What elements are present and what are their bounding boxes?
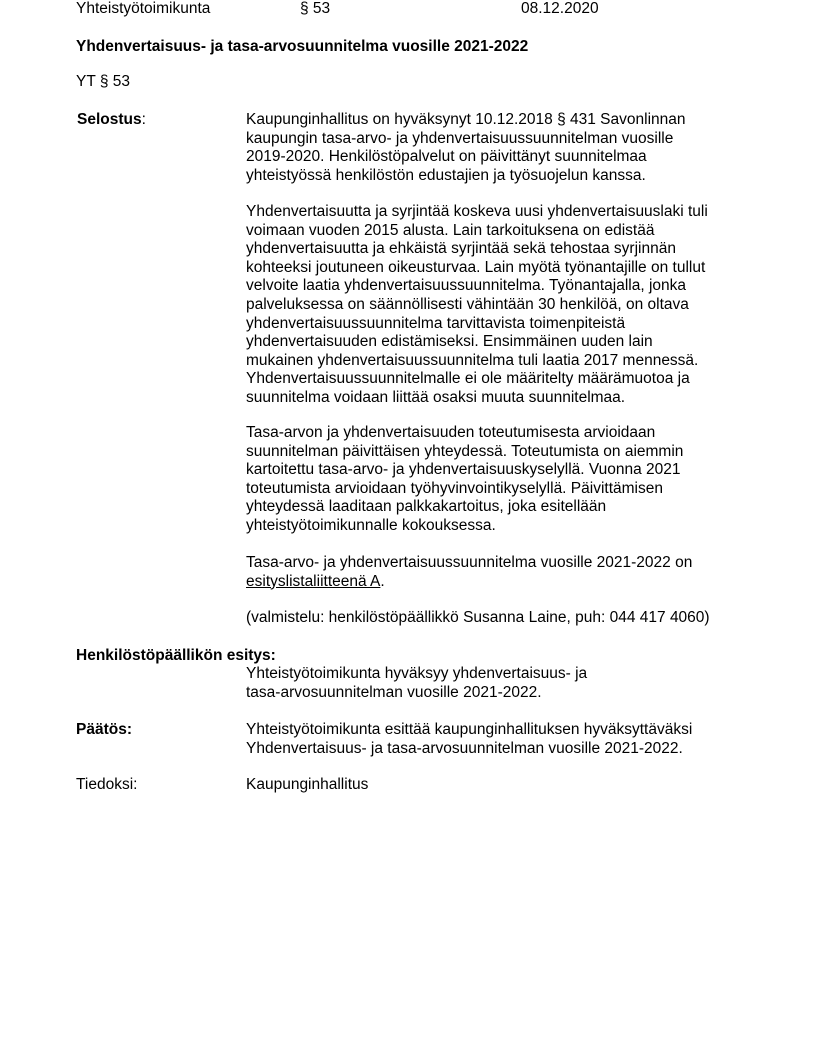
preparer-note: (valmistelu: henkilöstöpäällikkö Susanna Laine, puh: 044 417 4060) (246, 609, 710, 626)
header-date: 08.12.2020 (521, 0, 599, 17)
selostus-paragraph-2: Yhdenvertaisuutta ja syrjintää koskeva uusi yhdenvertaisuuslaki tuli voimaan vuoden 2015 alusta. Lain tarkoituksena on edistää yhdenvertaisuutta ja ehkäistä syrjintää sekä tehostaa syrjinnän kohteeksi joutuneen oikeusturvaa. Lain myötä työnantajille on tullut velvoite laatia yhdenvertaisuussuunnitelma. Työnantajalla, jonka palveluksessa on säännöllisesti vähintään 30 henkilöä, on oltava yhdenvertaisuussuunnitelma tarvittavista toimenpiteistä yhdenvertaisuuden edistämiseksi. Ensimmäinen uuden lain mukainen yhdenvertaisuussuunnitelma tuli laatia 2017 mennessä. Yhdenvertaisuussuunnitelmalle ei ole määritelty määrämuotoa ja suunnitelma voidaan liittää osaksi muuta suunnitelmaa. (246, 203, 708, 406)
document-title: Yhdenvertaisuus- ja tasa-arvosuunnitelma vuosille 2021-2022 (76, 38, 529, 55)
info-label: Tiedoksi: (76, 776, 138, 793)
decision-text: Yhteistyötoimikunta esittää kaupunginhallituksen hyväksyttäväksi Yhdenvertaisuus- ja tasa-arvosuunnitelman vuosille 2021-2022. (246, 721, 693, 757)
info-value: Kaupunginhallitus (246, 776, 369, 793)
attachment-link[interactable]: esityslistaliitteenä A (246, 572, 381, 590)
header-body: Yhteistyötoimikunta (76, 0, 211, 17)
selostus-paragraph-3: Tasa-arvon ja yhdenvertaisuuden toteutumisesta arvioidaan suunnitelman päivittäisen yhteydessä. Toteutumista on aiemmin kartoitettu tasa-arvo- ja yhdenvertaisuuskyselyllä. Vuonna 2021 toteutumista arvioidaan työhyvinvointikyselyllä. Päivittämisen yhteydessä laaditaan palkkakartoitus, joka esitellään yhteistyötoimikunnalle kokouksessa. (246, 424, 684, 534)
selostus-paragraph-4: Tasa-arvo- ja yhdenvertaisuussuunnitelma vuosille 2021-2022 on esityslistaliitteenä A. (246, 554, 693, 590)
decision-label: Päätös: (76, 721, 132, 738)
proposal-text: Yhteistyötoimikunta hyväksyy yhdenvertaisuus- ja tasa-arvosuunnitelman vuosille 2021-2022. (246, 665, 588, 701)
section-reference: YT § 53 (76, 73, 131, 90)
header-section: § 53 (300, 0, 331, 17)
proposal-label: Henkilöstöpäällikön esitys: (76, 647, 276, 664)
selostus-label: Selostus: (77, 111, 146, 128)
selostus-paragraph-1: Kaupunginhallitus on hyväksynyt 10.12.2018 § 431 Savonlinnan kaupungin tasa-arvo- ja yhdenvertaisuussuunnitelman vuosille 2019-2020. Henkilöstöpalvelut on päivittänyt suunnitelmaa yhteistyössä henkilöstön edustajien ja työsuojelun kanssa. (246, 111, 686, 184)
